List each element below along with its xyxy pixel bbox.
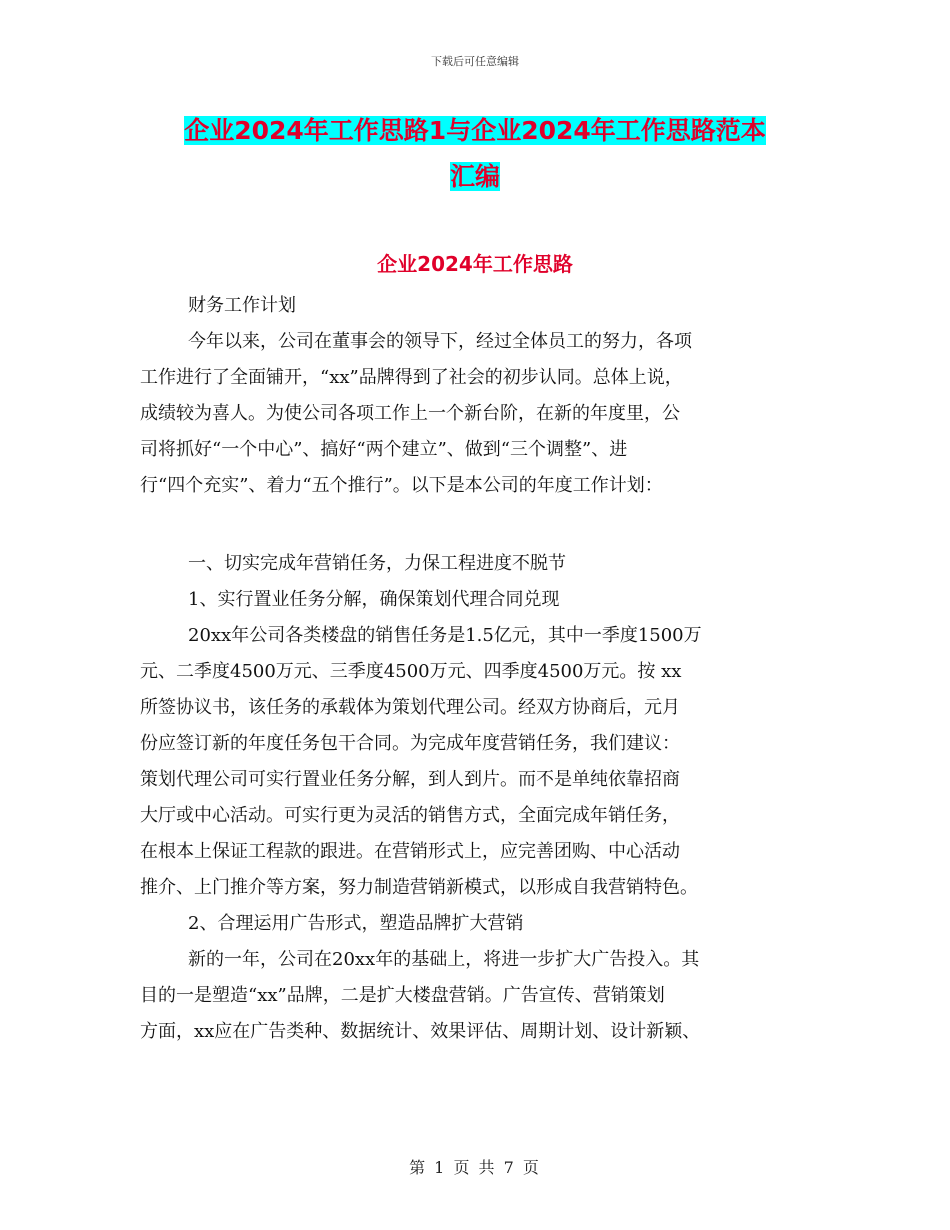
- paragraph-line: 成绩较为喜人。为使公司各项工作上一个新台阶，在新的年度里，公: [140, 403, 680, 424]
- subsection-heading: 2、合理运用广告形式，塑造品牌扩大营销: [188, 913, 524, 934]
- paragraph-line: 20xx年公司各类楼盘的销售任务是1.5亿元，其中一季度1500万: [188, 625, 702, 646]
- paragraph-line: 所签协议书，该任务的承载体为策划代理公司。经双方协商后，元月: [140, 697, 680, 718]
- paragraph-line: 司将抓好“一个中心”、搞好“两个建立”、做到“三个调整”、进: [140, 439, 628, 460]
- subsection-heading: 1、实行置业任务分解，确保策划代理合同兑现: [188, 589, 560, 610]
- paragraph-line: 目的一是塑造“xx”品牌，二是扩大楼盘营销。广告宣传、营销策划: [140, 985, 665, 1006]
- paragraph-line: 在根本上保证工程款的跟进。在营销形式上，应完善团购、中心活动: [140, 841, 680, 862]
- paragraph-line: 行“四个充实”、着力“五个推行”。以下是本公司的年度工作计划：: [140, 475, 663, 496]
- paragraph-line: 推介、上门推介等方案，努力制造营销新模式，以形成自我营销特色。: [140, 877, 698, 898]
- paragraph-line: 工作进行了全面铺开，“xx”品牌得到了社会的初步认同。总体上说，: [140, 367, 683, 388]
- paragraph-line: 策划代理公司可实行置业任务分解，到人到片。而不是单纯依靠招商: [140, 769, 680, 790]
- body-text: [140, 546, 810, 1050]
- title-line-2: 汇编: [449, 162, 500, 191]
- section-heading: 一、切实完成年营销任务，力保工程进度不脱节: [188, 553, 566, 574]
- paragraph-line: 方面，xx应在广告类种、数据统计、效果评估、周期计划、设计新颖、: [140, 1021, 701, 1042]
- document-title: [140, 108, 810, 200]
- paragraph-heading: 财务工作计划: [188, 295, 296, 316]
- page-footer: 第 1 页 共 7 页: [409, 1158, 541, 1177]
- section-title: 企业2024年工作思路: [377, 252, 573, 276]
- paragraph-line: 新的一年，公司在20xx年的基础上，将进一步扩大广告投入。其: [188, 949, 700, 970]
- paragraph-line: 份应签订新的年度任务包干合同。为完成年度营销任务，我们建议：: [140, 733, 680, 754]
- paragraph-line: 大厅或中心活动。可实行更为灵活的销售方式，全面完成年销任务，: [140, 805, 680, 826]
- paragraph-line: 今年以来，公司在董事会的领导下，经过全体员工的努力，各项: [188, 331, 692, 352]
- title-line-1: 企业2024年工作思路1与企业2024年工作思路范本: [184, 116, 766, 145]
- header-note: 下载后可任意编辑: [431, 55, 519, 68]
- body-text: [140, 288, 810, 504]
- paragraph-line: 元、二季度4500万元、三季度4500万元、四季度4500万元。按 xx: [140, 661, 682, 682]
